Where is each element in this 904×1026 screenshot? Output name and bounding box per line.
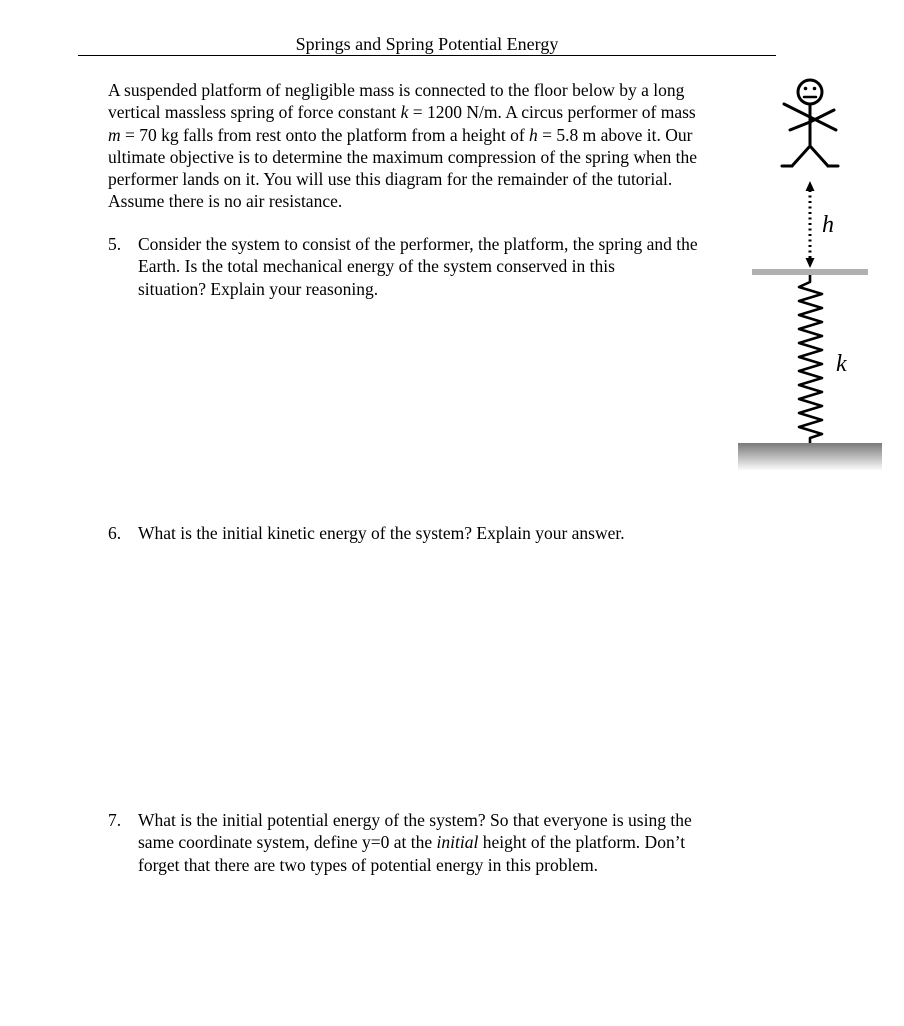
intro-line: A suspended platform of negligible mass is connected to the floor below by a long	[108, 80, 685, 100]
intro-text: vertical massless spring of force constant	[108, 102, 401, 123]
question-line: What is the initial potential energy of the system? So that everyone is using the	[138, 810, 692, 830]
question-line: situation? Explain your reasoning.	[138, 278, 379, 299]
question-text: height of the platform. Don’t	[478, 832, 686, 853]
intro-line	[108, 124, 778, 146]
question-line	[138, 831, 692, 853]
height-arrow	[806, 181, 815, 268]
question-5	[108, 233, 698, 300]
intro-text: = 1200 N/m. A circus performer of mass	[408, 102, 696, 123]
variable-h: h	[529, 124, 538, 145]
intro-line: performer lands on it. You will use this diagram for the remainder of the tutorial.	[108, 169, 673, 190]
spring-label: k	[836, 351, 847, 377]
intro-line	[108, 101, 778, 123]
question-number: 5.	[108, 234, 122, 254]
question-line: What is the initial kinetic energy of the system? Explain your answer.	[138, 523, 625, 543]
spring-platform-diagram	[730, 72, 890, 472]
intro-line: Assume there is no air resistance.	[108, 191, 343, 212]
emphasis-initial: initial	[436, 832, 479, 853]
question-6	[108, 522, 625, 544]
stick-figure-icon	[782, 80, 838, 166]
platform	[752, 269, 868, 275]
question-line: Earth. Is the total mechanical energy of the system conserved in this	[138, 256, 615, 277]
question-line: forget that there are two types of potential energy in this problem.	[138, 854, 599, 875]
height-label: h	[822, 212, 834, 238]
intro-text: = 70 kg falls from rest onto the platform from a height of	[120, 124, 530, 145]
variable-m: m	[108, 124, 121, 145]
question-line: Consider the system to consist of the performer, the platform, the spring and the	[138, 234, 698, 254]
question-number: 6.	[108, 523, 122, 543]
intro-text: = 5.8 m above it. Our	[537, 124, 693, 145]
question-number: 7.	[108, 810, 122, 830]
floor	[738, 443, 882, 471]
spring-icon	[799, 275, 822, 443]
title-divider	[78, 55, 776, 56]
variable-k: k	[400, 102, 409, 123]
question-text: same coordinate system, define y=0 at the	[138, 832, 437, 853]
question-7	[108, 809, 692, 876]
page-title: Springs and Spring Potential Energy	[295, 34, 559, 54]
intro-line: ultimate objective is to determine the maximum compression of the spring when the	[108, 146, 698, 167]
intro-paragraph	[108, 79, 778, 213]
